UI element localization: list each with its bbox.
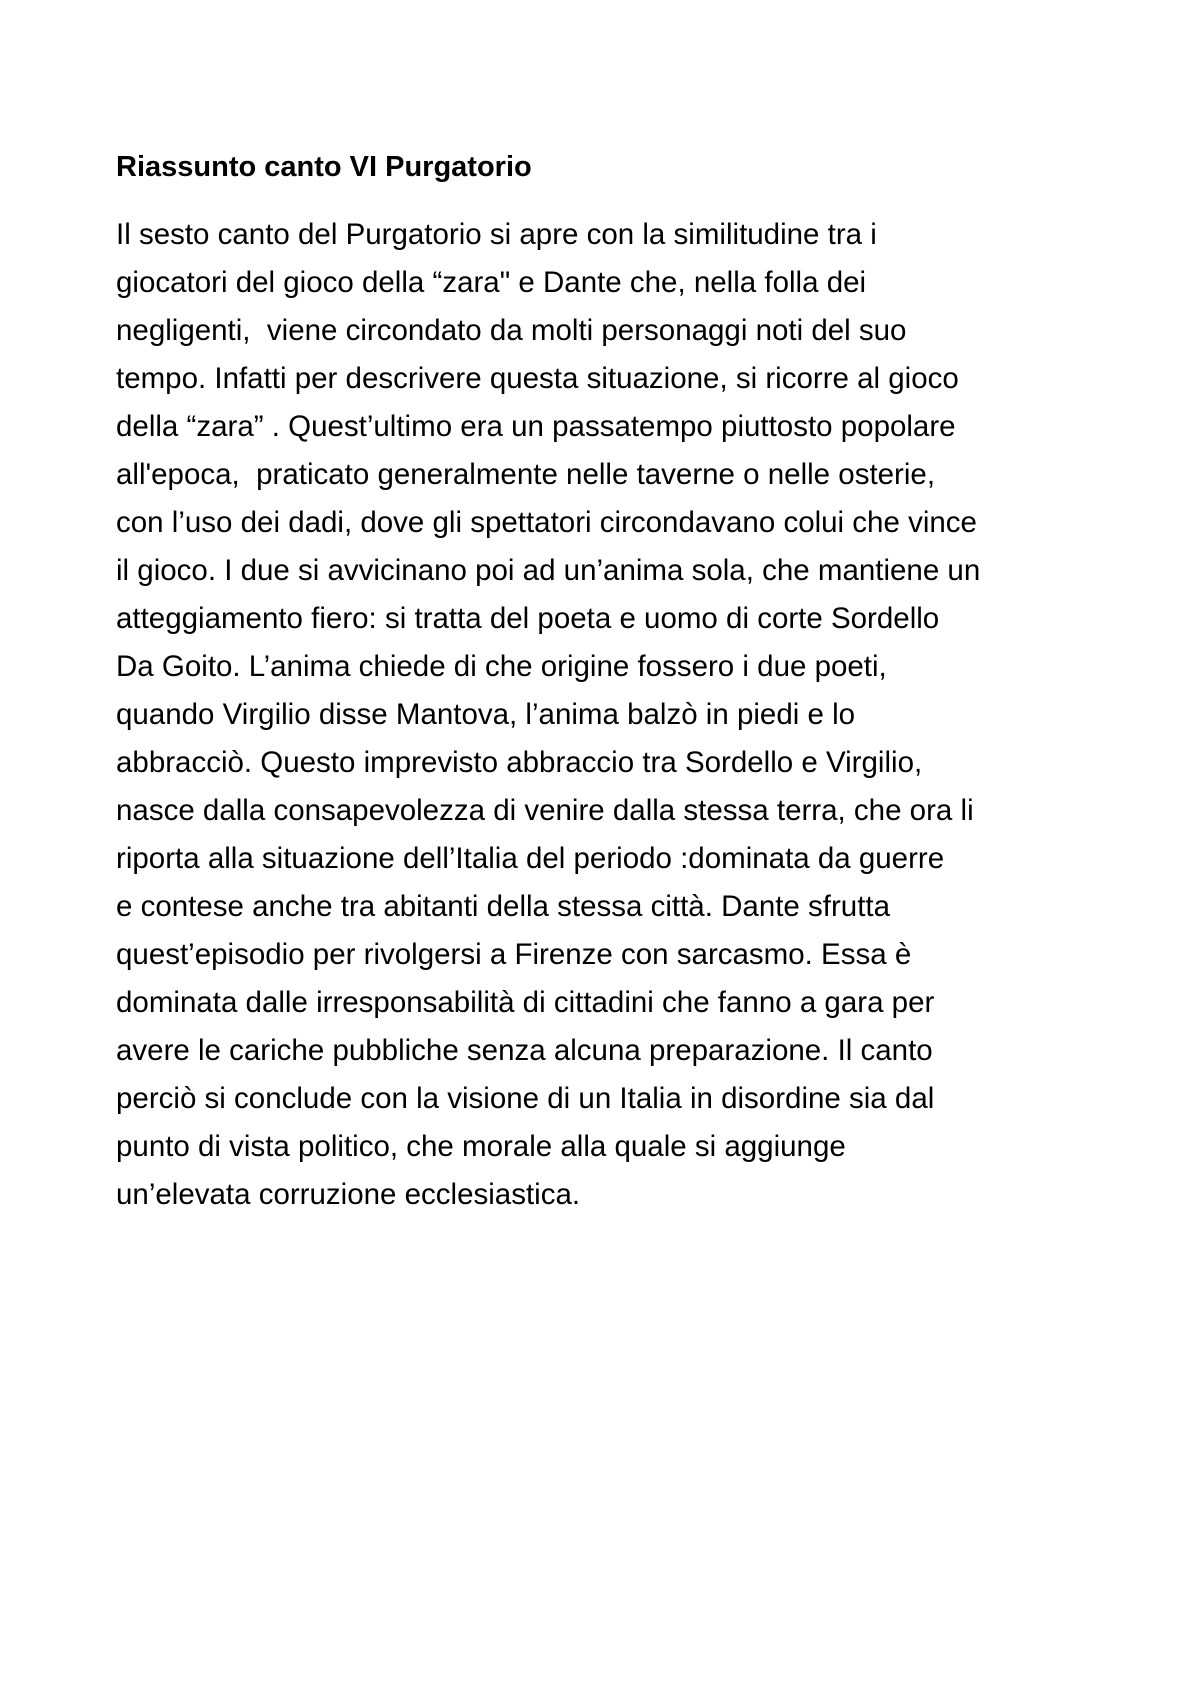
body-line: un’elevata corruzione ecclesiastica. — [116, 1178, 581, 1211]
body-line: dominata dalle irresponsabilità di cittadini che fanno a gara per — [116, 986, 935, 1019]
body-line: perciò si conclude con la visione di un Italia in disordine sia dal — [116, 1082, 935, 1115]
body-line: tempo. Infatti per descrivere questa situazione, si ricorre al gioco — [116, 362, 959, 395]
body-line: punto di vista politico, che morale alla quale si aggiunge — [116, 1130, 846, 1163]
body-line: negligenti, viene circondato da molti personaggi noti del suo — [116, 314, 907, 347]
body-line: quando Virgilio disse Mantova, l’anima balzò in piedi e lo — [116, 698, 856, 731]
body-line: Da Goito. L’anima chiede di che origine fossero i due poeti, — [116, 650, 887, 683]
body-line: e contese anche tra abitanti della stessa città. Dante sfrutta — [116, 890, 891, 923]
body-line: all'epoca, praticato generalmente nelle taverne o nelle osterie, — [116, 458, 936, 491]
body-line: riporta alla situazione dell’Italia del periodo :dominata da guerre — [116, 842, 945, 875]
body-line: con l’uso dei dadi, dove gli spettatori circondavano colui che vince — [116, 506, 977, 539]
document-body — [116, 211, 1116, 1219]
body-line: giocatori del gioco della “zara" e Dante che, nella folla dei — [116, 266, 867, 299]
body-line: abbracciò. Questo imprevisto abbraccio tra Sordello e Virgilio, — [116, 746, 923, 779]
document-title: Riassunto canto VI Purgatorio — [116, 151, 532, 183]
body-line: il gioco. I due si avvicinano poi ad un’anima sola, che mantiene un — [116, 554, 981, 587]
body-line: nasce dalla consapevolezza di venire dalla stessa terra, che ora li — [116, 794, 974, 827]
body-line: avere le cariche pubbliche senza alcuna preparazione. Il canto — [116, 1034, 933, 1067]
body-line: atteggiamento fiero: si tratta del poeta e uomo di corte Sordello — [116, 602, 940, 635]
body-line: Il sesto canto del Purgatorio si apre con la similitudine tra i — [116, 218, 877, 251]
body-line: della “zara” . Quest’ultimo era un passatempo piuttosto popolare — [116, 410, 956, 443]
body-line: quest’episodio per rivolgersi a Firenze con sarcasmo. Essa è — [116, 938, 912, 971]
